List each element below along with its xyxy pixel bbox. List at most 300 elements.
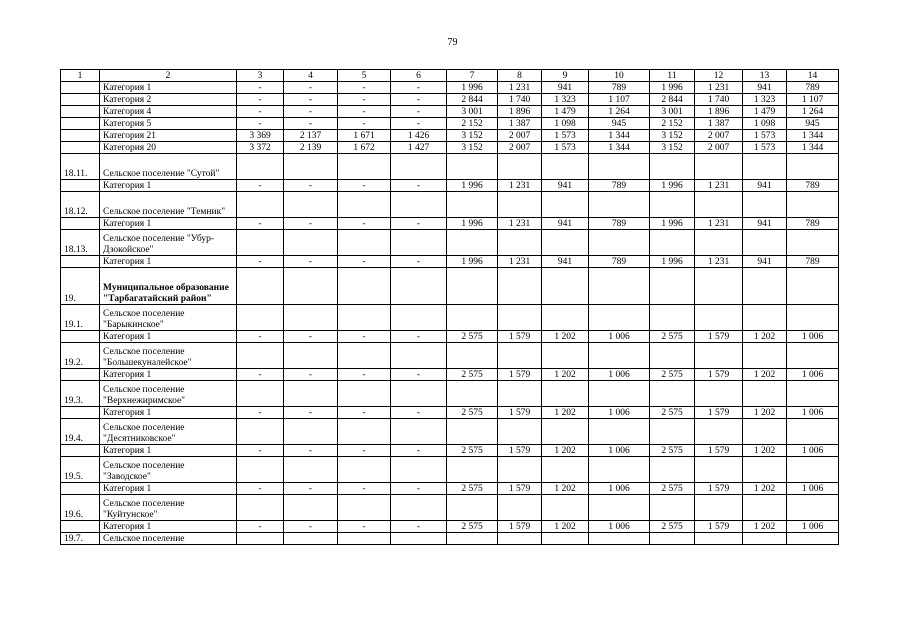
value-cell: -: [338, 82, 391, 94]
row-number: 19.7.: [61, 533, 100, 545]
value-cell: -: [284, 445, 338, 457]
value-cell: 2 575: [447, 407, 498, 419]
empty-cell: [284, 381, 338, 407]
empty-cell: [447, 268, 498, 305]
value-cell: 2 844: [447, 94, 498, 106]
page-number: 79: [447, 37, 458, 48]
value-cell: 1 996: [447, 256, 498, 268]
empty-cell: [284, 192, 338, 218]
value-cell: 1 896: [695, 106, 743, 118]
empty-cell: [787, 343, 839, 369]
value-cell: -: [391, 106, 447, 118]
empty-cell: [787, 192, 839, 218]
value-cell: -: [237, 369, 284, 381]
value-cell: 1 573: [743, 130, 787, 142]
empty-cell: [498, 457, 542, 483]
row-name: Категория 1: [100, 256, 237, 268]
value-cell: 2 575: [650, 331, 695, 343]
value-cell: 1 579: [695, 445, 743, 457]
value-cell: 1 344: [787, 130, 839, 142]
section-row: [61, 230, 839, 256]
value-cell: -: [237, 483, 284, 495]
value-cell: 2 007: [498, 142, 542, 154]
tariff-table: [60, 69, 839, 545]
value-cell: 1 202: [743, 483, 787, 495]
empty-cell: [237, 230, 284, 256]
value-cell: 1 202: [542, 445, 589, 457]
empty-cell: [447, 192, 498, 218]
empty-cell: [542, 495, 589, 521]
value-cell: [391, 533, 447, 545]
value-cell: 3 369: [237, 130, 284, 142]
table-row: [61, 533, 839, 545]
empty-cell: [695, 230, 743, 256]
empty-cell: [391, 419, 447, 445]
empty-cell: [338, 230, 391, 256]
empty-cell: [743, 381, 787, 407]
empty-cell: [589, 419, 650, 445]
empty-cell: [542, 381, 589, 407]
value-cell: 1 579: [695, 407, 743, 419]
row-name: Сельское поселение "Темник": [100, 192, 237, 218]
row-name: Категория 1: [100, 445, 237, 457]
empty-cell: [589, 381, 650, 407]
empty-cell: [498, 495, 542, 521]
empty-cell: [589, 305, 650, 331]
value-cell: 1 202: [743, 521, 787, 533]
value-cell: -: [391, 483, 447, 495]
value-cell: 1 323: [743, 94, 787, 106]
empty-cell: [498, 230, 542, 256]
value-cell: 1 006: [589, 445, 650, 457]
empty-cell: [695, 381, 743, 407]
row-number: [61, 331, 100, 343]
value-cell: 1 996: [650, 218, 695, 230]
row-number: [61, 521, 100, 533]
empty-cell: [589, 268, 650, 305]
value-cell: 941: [542, 82, 589, 94]
empty-cell: [237, 457, 284, 483]
empty-cell: [695, 457, 743, 483]
value-cell: 1 202: [743, 407, 787, 419]
empty-cell: [743, 230, 787, 256]
value-cell: 1 006: [589, 369, 650, 381]
row-number: 19.5.: [61, 457, 100, 483]
value-cell: -: [391, 331, 447, 343]
empty-cell: [284, 495, 338, 521]
empty-cell: [589, 230, 650, 256]
table-row: [61, 331, 839, 343]
value-cell: -: [391, 445, 447, 457]
row-number: [61, 130, 100, 142]
value-cell: [743, 533, 787, 545]
value-cell: 2 575: [650, 483, 695, 495]
value-cell: 1 006: [787, 521, 839, 533]
empty-cell: [787, 154, 839, 180]
value-cell: -: [284, 94, 338, 106]
empty-cell: [498, 192, 542, 218]
value-cell: 1 996: [447, 218, 498, 230]
row-number: [61, 118, 100, 130]
row-name: Категория 1: [100, 483, 237, 495]
value-cell: 1 006: [589, 521, 650, 533]
row-number: 19.4.: [61, 419, 100, 445]
value-cell: 1 479: [743, 106, 787, 118]
row-number: 18.13.: [61, 230, 100, 256]
row-name: Категория 1: [100, 218, 237, 230]
row-name: Категория 5: [100, 118, 237, 130]
value-cell: 1 231: [695, 256, 743, 268]
row-name: Категория 1: [100, 369, 237, 381]
empty-cell: [787, 305, 839, 331]
empty-cell: [589, 192, 650, 218]
row-name: Сельское поселение "Заводское": [100, 457, 237, 483]
value-cell: 1 573: [743, 142, 787, 154]
empty-cell: [787, 419, 839, 445]
value-cell: -: [338, 369, 391, 381]
value-cell: -: [284, 118, 338, 130]
empty-cell: [695, 268, 743, 305]
value-cell: 1 479: [542, 106, 589, 118]
value-cell: 1 344: [787, 142, 839, 154]
value-cell: -: [338, 180, 391, 192]
empty-cell: [743, 305, 787, 331]
value-cell: 1 579: [498, 445, 542, 457]
row-name: Сельское поселение: [100, 533, 237, 545]
value-cell: 3 152: [447, 142, 498, 154]
value-cell: 1 573: [542, 142, 589, 154]
empty-cell: [650, 305, 695, 331]
value-cell: 941: [743, 218, 787, 230]
value-cell: 1 996: [650, 82, 695, 94]
empty-cell: [650, 457, 695, 483]
value-cell: -: [237, 118, 284, 130]
value-cell: 3 152: [650, 142, 695, 154]
value-cell: -: [391, 82, 447, 94]
value-cell: [237, 533, 284, 545]
empty-cell: [589, 457, 650, 483]
value-cell: -: [338, 521, 391, 533]
value-cell: 1 231: [695, 82, 743, 94]
empty-cell: [589, 343, 650, 369]
empty-cell: [237, 495, 284, 521]
empty-cell: [284, 230, 338, 256]
value-cell: 1 996: [447, 82, 498, 94]
empty-cell: [338, 154, 391, 180]
empty-cell: [447, 343, 498, 369]
section-row: [61, 419, 839, 445]
empty-cell: [743, 268, 787, 305]
header-cell: 6: [391, 70, 447, 82]
table-row: [61, 369, 839, 381]
section-row: [61, 305, 839, 331]
value-cell: 1 231: [695, 218, 743, 230]
empty-cell: [338, 343, 391, 369]
value-cell: 2 575: [447, 445, 498, 457]
empty-cell: [391, 305, 447, 331]
value-cell: 2 007: [695, 130, 743, 142]
value-cell: -: [391, 118, 447, 130]
value-cell: 1 006: [589, 407, 650, 419]
empty-cell: [498, 154, 542, 180]
section-row: [61, 457, 839, 483]
value-cell: 1 579: [498, 483, 542, 495]
row-number: 19.6.: [61, 495, 100, 521]
value-cell: 1 006: [787, 369, 839, 381]
value-cell: 1 231: [498, 82, 542, 94]
empty-cell: [542, 230, 589, 256]
empty-cell: [237, 154, 284, 180]
value-cell: 1 202: [743, 369, 787, 381]
value-cell: 1 202: [743, 331, 787, 343]
value-cell: 789: [589, 218, 650, 230]
table-row: [61, 118, 839, 130]
value-cell: -: [237, 521, 284, 533]
section-row: [61, 154, 839, 180]
value-cell: 1 202: [542, 369, 589, 381]
value-cell: -: [338, 106, 391, 118]
value-cell: [498, 533, 542, 545]
empty-cell: [787, 457, 839, 483]
value-cell: [787, 533, 839, 545]
empty-cell: [787, 495, 839, 521]
value-cell: 1 006: [787, 407, 839, 419]
empty-cell: [391, 154, 447, 180]
empty-cell: [650, 192, 695, 218]
value-cell: -: [391, 369, 447, 381]
row-number: 19.2.: [61, 343, 100, 369]
empty-cell: [237, 305, 284, 331]
section-row: [61, 343, 839, 369]
empty-cell: [284, 343, 338, 369]
value-cell: -: [237, 180, 284, 192]
table-row: [61, 407, 839, 419]
value-cell: 1 231: [498, 180, 542, 192]
municipality-row: [61, 268, 839, 305]
table-row: [61, 218, 839, 230]
value-cell: 1 006: [787, 445, 839, 457]
empty-cell: [695, 495, 743, 521]
value-cell: 1 672: [338, 142, 391, 154]
value-cell: 1 264: [589, 106, 650, 118]
value-cell: 1 344: [589, 130, 650, 142]
empty-cell: [284, 457, 338, 483]
row-name: Сельское поселение "Верхнежиримское": [100, 381, 237, 407]
value-cell: [338, 533, 391, 545]
value-cell: 789: [787, 82, 839, 94]
table-row: [61, 445, 839, 457]
value-cell: 3 001: [447, 106, 498, 118]
row-name: Категория 21: [100, 130, 237, 142]
value-cell: [695, 533, 743, 545]
row-name: Сельское поселение "Сутой": [100, 154, 237, 180]
row-name: Сельское поселение "Десятниковское": [100, 419, 237, 445]
empty-cell: [447, 154, 498, 180]
empty-cell: [391, 230, 447, 256]
value-cell: 2 575: [447, 369, 498, 381]
empty-cell: [338, 495, 391, 521]
empty-cell: [695, 343, 743, 369]
empty-cell: [391, 381, 447, 407]
value-cell: 1 202: [542, 521, 589, 533]
section-row: [61, 381, 839, 407]
value-cell: 3 372: [237, 142, 284, 154]
empty-cell: [743, 343, 787, 369]
empty-cell: [284, 268, 338, 305]
value-cell: -: [391, 521, 447, 533]
value-cell: -: [338, 331, 391, 343]
value-cell: -: [284, 483, 338, 495]
value-cell: 2 007: [695, 142, 743, 154]
row-number: [61, 106, 100, 118]
empty-cell: [284, 419, 338, 445]
value-cell: 1 107: [787, 94, 839, 106]
value-cell: 789: [787, 256, 839, 268]
empty-cell: [498, 268, 542, 305]
value-cell: 2 575: [650, 521, 695, 533]
empty-cell: [650, 381, 695, 407]
value-cell: -: [284, 82, 338, 94]
row-name: Категория 20: [100, 142, 237, 154]
table-row: [61, 82, 839, 94]
empty-cell: [787, 268, 839, 305]
value-cell: -: [284, 256, 338, 268]
row-number: 19.: [61, 268, 100, 305]
value-cell: 2 137: [284, 130, 338, 142]
value-cell: -: [338, 118, 391, 130]
header-cell: 14: [787, 70, 839, 82]
header-row: [61, 70, 839, 82]
row-name: Категория 2: [100, 94, 237, 106]
empty-cell: [391, 343, 447, 369]
row-name: Категория 1: [100, 82, 237, 94]
value-cell: 941: [542, 256, 589, 268]
value-cell: 2 575: [650, 445, 695, 457]
value-cell: 1 231: [498, 256, 542, 268]
value-cell: 941: [743, 256, 787, 268]
row-name: Категория 1: [100, 521, 237, 533]
value-cell: -: [284, 331, 338, 343]
value-cell: 1 006: [589, 483, 650, 495]
row-number: [61, 180, 100, 192]
header-cell: 1: [61, 70, 100, 82]
empty-cell: [695, 154, 743, 180]
value-cell: -: [237, 94, 284, 106]
header-cell: 8: [498, 70, 542, 82]
empty-cell: [391, 457, 447, 483]
value-cell: 941: [542, 218, 589, 230]
value-cell: -: [237, 82, 284, 94]
empty-cell: [237, 381, 284, 407]
empty-cell: [338, 305, 391, 331]
value-cell: 1 006: [787, 483, 839, 495]
value-cell: 1 006: [787, 331, 839, 343]
value-cell: -: [284, 369, 338, 381]
row-name: Категория 4: [100, 106, 237, 118]
header-cell: 11: [650, 70, 695, 82]
value-cell: 789: [787, 180, 839, 192]
value-cell: [650, 533, 695, 545]
empty-cell: [447, 495, 498, 521]
empty-cell: [589, 495, 650, 521]
row-number: [61, 142, 100, 154]
empty-cell: [284, 154, 338, 180]
value-cell: 1 896: [498, 106, 542, 118]
value-cell: 2 575: [447, 483, 498, 495]
empty-cell: [542, 154, 589, 180]
header-cell: 5: [338, 70, 391, 82]
value-cell: 1 579: [498, 407, 542, 419]
table-row: [61, 521, 839, 533]
empty-cell: [498, 381, 542, 407]
value-cell: 941: [542, 180, 589, 192]
value-cell: [589, 533, 650, 545]
value-cell: 1 264: [787, 106, 839, 118]
empty-cell: [498, 343, 542, 369]
row-name: Сельское поселение "Большекуналейское": [100, 343, 237, 369]
value-cell: 1 387: [695, 118, 743, 130]
table-row: [61, 180, 839, 192]
row-name: Категория 1: [100, 180, 237, 192]
row-number: 18.12.: [61, 192, 100, 218]
row-number: [61, 82, 100, 94]
empty-cell: [447, 381, 498, 407]
value-cell: 1 387: [498, 118, 542, 130]
empty-cell: [338, 419, 391, 445]
empty-cell: [498, 419, 542, 445]
value-cell: [447, 533, 498, 545]
value-cell: 945: [787, 118, 839, 130]
value-cell: 1 579: [695, 331, 743, 343]
empty-cell: [695, 305, 743, 331]
empty-cell: [338, 192, 391, 218]
value-cell: 1 996: [447, 180, 498, 192]
value-cell: 941: [743, 180, 787, 192]
table-row: [61, 483, 839, 495]
value-cell: 3 152: [447, 130, 498, 142]
value-cell: 1 098: [743, 118, 787, 130]
value-cell: 1 202: [743, 445, 787, 457]
value-cell: 1 006: [589, 331, 650, 343]
header-cell: 12: [695, 70, 743, 82]
empty-cell: [542, 268, 589, 305]
empty-cell: [695, 192, 743, 218]
row-number: [61, 369, 100, 381]
value-cell: 2 575: [650, 407, 695, 419]
row-number: 18.11.: [61, 154, 100, 180]
value-cell: -: [391, 180, 447, 192]
value-cell: -: [284, 180, 338, 192]
section-row: [61, 192, 839, 218]
value-cell: 1 573: [542, 130, 589, 142]
value-cell: -: [338, 483, 391, 495]
empty-cell: [338, 268, 391, 305]
value-cell: 789: [787, 218, 839, 230]
value-cell: 1 231: [695, 180, 743, 192]
empty-cell: [542, 343, 589, 369]
value-cell: -: [391, 94, 447, 106]
empty-cell: [447, 419, 498, 445]
value-cell: 1 671: [338, 130, 391, 142]
value-cell: 1 323: [542, 94, 589, 106]
empty-cell: [787, 381, 839, 407]
value-cell: -: [338, 445, 391, 457]
value-cell: 1 579: [695, 483, 743, 495]
empty-cell: [650, 419, 695, 445]
row-number: [61, 256, 100, 268]
empty-cell: [650, 154, 695, 180]
row-number: [61, 218, 100, 230]
